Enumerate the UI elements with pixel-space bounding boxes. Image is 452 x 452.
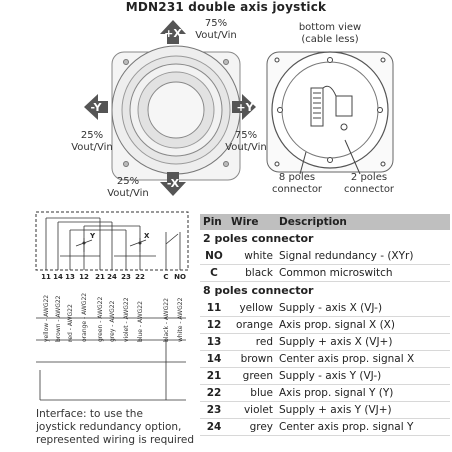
wire-label: grey - AWG22: [109, 300, 116, 342]
table-row: [200, 248, 450, 265]
cell-wire: grey: [228, 419, 276, 436]
section-2-poles: 2 poles connector: [203, 232, 314, 245]
cell-wire: blue: [228, 385, 276, 402]
cell-wire: violet: [228, 402, 276, 419]
joystick-front-view: [112, 46, 240, 180]
cell-desc: Center axis prop. signal Y: [276, 419, 450, 436]
plus-y-unit: Vout/Vin: [225, 142, 267, 153]
cell-pin: C: [200, 265, 228, 282]
table-row: [200, 351, 450, 368]
minus-x-label: -X: [166, 177, 180, 190]
cell-wire: orange: [228, 317, 276, 334]
cell-desc: Signal redundancy - (XYr): [276, 248, 450, 265]
interface-note: [36, 408, 194, 447]
plus-y-value: [216, 130, 276, 154]
pin-label: C: [163, 273, 169, 281]
cell-pin: 23: [200, 402, 228, 419]
cell-desc: Axis prop. signal Y (Y): [276, 385, 450, 402]
cell-desc: Supply + axis Y (VJ+): [276, 402, 450, 419]
cell-desc: Supply - axis X (VJ-): [276, 300, 450, 317]
connector-2-line1: 2 poles: [350, 172, 388, 183]
connector-8-caption: [262, 172, 332, 196]
table-row: [200, 317, 450, 334]
pin-label: 14: [53, 273, 63, 281]
plus-y-pct: 75%: [234, 130, 258, 141]
cell-desc: Supply + axis X (VJ+): [276, 334, 450, 351]
connector-2-line2: connector: [343, 184, 395, 195]
cell-desc: Axis prop. signal X (X): [276, 317, 450, 334]
minus-y-unit: Vout/Vin: [71, 142, 113, 153]
bottom-view-caption: [288, 22, 372, 46]
joystick-bottom-view: [267, 52, 393, 174]
switch-y-label: Y: [90, 232, 96, 240]
minus-y-label: -Y: [90, 101, 102, 114]
wire-label: blue - AWG22: [137, 301, 144, 342]
pin-labels: [41, 273, 186, 281]
switch-x-label: X: [144, 232, 150, 240]
wire-label: red - AWG22: [67, 304, 74, 342]
cell-pin: NO: [200, 248, 228, 265]
cell-wire: green: [228, 368, 276, 385]
plus-x-pct: 75%: [204, 18, 228, 29]
minus-x-pct: 25%: [116, 176, 140, 187]
minus-y-pct: 25%: [80, 130, 104, 141]
cell-wire: yellow: [228, 300, 276, 317]
section-8-poles: 8 poles connector: [203, 284, 314, 297]
wire-label: violet - AWG22: [123, 297, 130, 342]
wiring-schematic: [36, 212, 188, 400]
pin-label: 21: [95, 273, 105, 281]
cell-wire: black: [228, 265, 276, 282]
header-wire: Wire: [228, 214, 276, 230]
table-row: [200, 334, 450, 351]
cell-pin: 24: [200, 419, 228, 436]
cell-wire: brown: [228, 351, 276, 368]
wire-labels: [43, 293, 184, 342]
wire-label: white - AWG22: [177, 297, 184, 342]
wire-label: brown - AWG22: [55, 295, 62, 342]
table-row: [200, 368, 450, 385]
table-row: [200, 265, 450, 282]
header-description: Description: [276, 214, 450, 230]
pin-label: 23: [121, 273, 131, 281]
interface-note-line1: Interface: to use the: [36, 408, 143, 420]
cell-pin: 14: [200, 351, 228, 368]
pin-table: [200, 214, 450, 436]
wire-label: black - AWG22: [163, 298, 170, 342]
pin-label: 22: [135, 273, 145, 281]
table-row: [200, 385, 450, 402]
minus-x-unit: Vout/Vin: [107, 188, 149, 199]
connector-2-caption: [334, 172, 404, 196]
minus-y-value: [62, 130, 122, 154]
wire-label: orange - AWG22: [81, 292, 88, 342]
pin-label: 24: [107, 273, 117, 281]
plus-x-value: [186, 18, 246, 42]
pin-label: 13: [65, 273, 75, 281]
section-row: [200, 282, 450, 301]
section-row: [200, 230, 450, 248]
header-pin: Pin: [200, 214, 228, 230]
table-row: [200, 402, 450, 419]
interface-note-line2: joystick redundancy option,: [36, 421, 182, 433]
bottom-view-line2: (cable less): [301, 34, 359, 45]
wire-label: green - AWG22: [97, 296, 104, 342]
cell-pin: 12: [200, 317, 228, 334]
plus-y-label: +Y: [236, 101, 254, 114]
table-header-row: [200, 214, 450, 230]
connector-8-line1: 8 poles: [278, 172, 316, 183]
wire-label: yellow - AWG22: [43, 294, 50, 342]
cell-wire: red: [228, 334, 276, 351]
table-row: [200, 419, 450, 436]
cell-desc: Common microswitch: [276, 265, 450, 282]
cell-pin: 21: [200, 368, 228, 385]
page-title: MDN231 double axis joystick: [125, 0, 327, 14]
cell-pin: 22: [200, 385, 228, 402]
pin-label: 11: [41, 273, 51, 281]
bottom-view-line1: bottom view: [298, 22, 362, 33]
cell-pin: 13: [200, 334, 228, 351]
interface-note-line3: represented wiring is required: [36, 434, 195, 446]
plus-x-unit: Vout/Vin: [195, 30, 237, 41]
pin-label: 12: [79, 273, 89, 281]
table-row: [200, 300, 450, 317]
cell-desc: Supply - axis Y (VJ-): [276, 368, 450, 385]
cell-wire: white: [228, 248, 276, 265]
pin-label: NO: [174, 273, 186, 281]
connector-8-line2: connector: [271, 184, 323, 195]
cell-desc: Center axis prop. signal X: [276, 351, 450, 368]
cell-pin: 11: [200, 300, 228, 317]
plus-x-label: +X: [164, 27, 182, 40]
minus-x-value: [98, 176, 158, 200]
